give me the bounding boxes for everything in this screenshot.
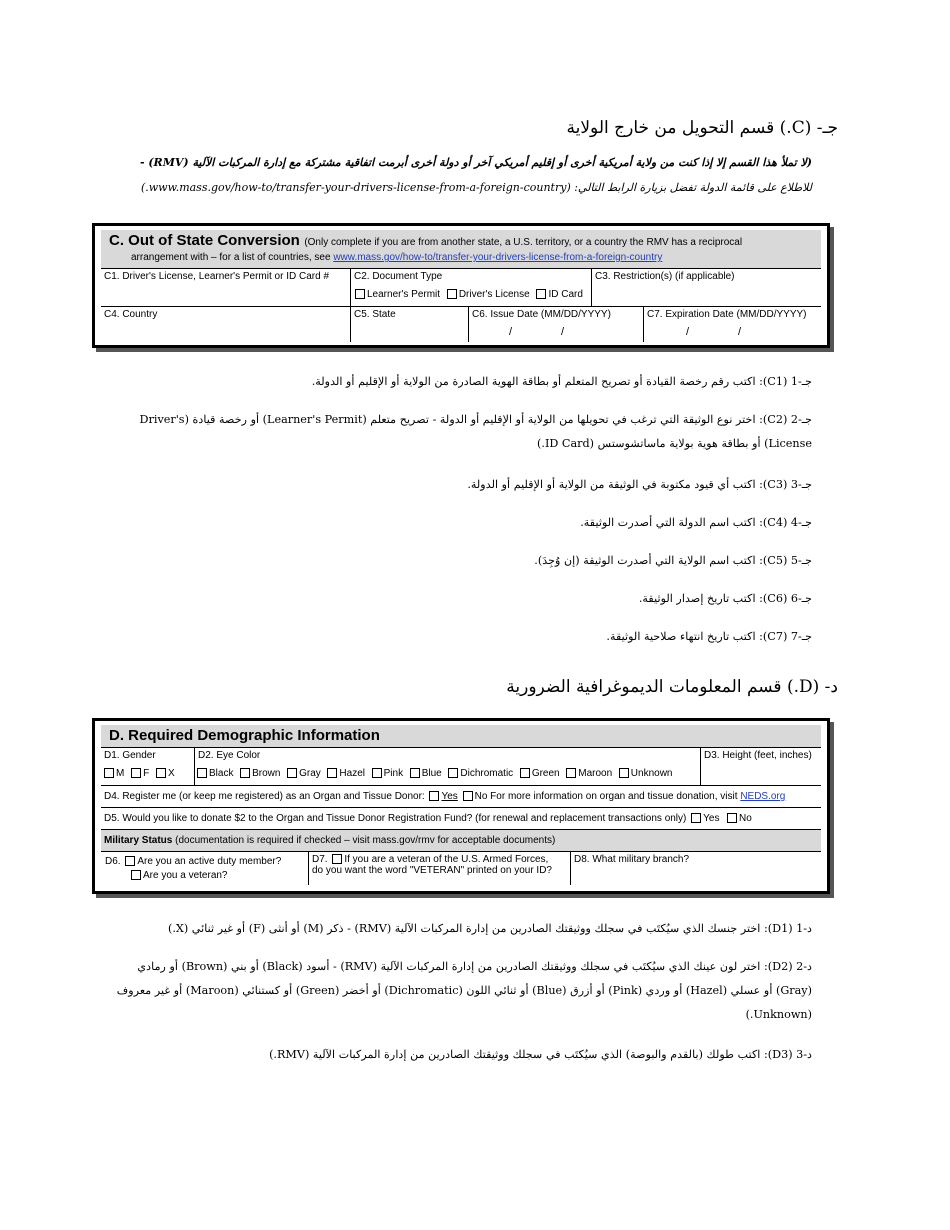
checkbox[interactable] [520, 768, 530, 778]
gender-x-option[interactable]: X [154, 768, 175, 779]
field-c1[interactable] [101, 268, 350, 306]
c3-label: C3. Restriction(s) (if applicable) [595, 271, 735, 282]
c5-label: C5. State [354, 309, 396, 320]
date-slash: / [561, 326, 565, 338]
c7-instruction: جـ-7 (C7): اكتب تاريخ انتهاء صلاحية الوثيقة. [606, 630, 812, 643]
checkbox[interactable] [372, 768, 382, 778]
date-slash: / [509, 326, 513, 338]
eye-green-option[interactable]: Green [518, 768, 560, 779]
gender-m-option[interactable]: M [102, 768, 124, 779]
d6-label: D6. [105, 856, 121, 867]
section-c-heading: جـ- (C.) قسم التحويل من خارج الولاية [566, 118, 838, 138]
form-c-subtitle-2: arrangement with – for a list of countries, see [131, 252, 331, 263]
field-d7 [308, 851, 570, 885]
d7-question-1: If you are a veteran of the U.S. Armed Forces, [344, 854, 549, 865]
checkbox[interactable] [448, 768, 458, 778]
d3-instruction: د-3 (D3): اكتب طولك (بالقدم والبوصة) الذي سيُكتَب في سجلك ووثيقتك الصادرين من إدارة المركبات الآلية (RMV.) [269, 1048, 812, 1061]
checkbox[interactable] [355, 289, 365, 299]
d2-label: D2. Eye Color [198, 750, 261, 761]
eye-unknown-option[interactable]: Unknown [617, 768, 673, 779]
d4-label: D4. Register me (or keep me registered) as an Organ and Tissue Donor: [104, 791, 425, 802]
field-d1 [101, 747, 194, 785]
eye-gray-option[interactable]: Gray [285, 768, 321, 779]
form-d-header [101, 725, 821, 747]
d5-no-checkbox[interactable] [727, 813, 737, 823]
military-status-label: Military Status [104, 835, 173, 846]
c1-instruction: جـ-1 (C1): اكتب رقم رخصة القيادة أو تصريح المتعلم أو بطاقة الهوية الصادرة من الولاية أو الإقليم أو الدولة. [311, 375, 812, 388]
checkbox[interactable] [197, 768, 207, 778]
d4-more-info: For more information on organ and tissue donation, visit [490, 791, 738, 802]
eye-blue-option[interactable]: Blue [408, 768, 442, 779]
c2-learners-permit-option[interactable]: Learner's Permit [353, 289, 440, 300]
active-duty-question: Are you an active duty member? [137, 856, 282, 867]
form-c-title: C. Out of State Conversion [109, 232, 300, 249]
c2-instruction: جـ-2 (C2): اختر نوع الوثيقة التي ترغب في تحويلها من الولاية أو الإقليم أو الدولة - تصريح متعلم (Learner's Permit) أو رخصة قيادة (Driver's License) أو بطاقة هوية بولاية ماساتشوستس (ID Card.) [139, 413, 812, 450]
field-d8[interactable] [570, 851, 821, 885]
active-duty-checkbox[interactable] [125, 856, 135, 866]
section-c-countries-note: للاطلاع على قائمة الدولة تفضل بزيارة الرابط التالي: (www.mass.gov/how-to/transfer-your-drivers-license-from-a-foreign-country.) [140, 181, 812, 194]
field-c7[interactable] [643, 306, 821, 342]
d5-yes-label: Yes [703, 813, 720, 824]
c4-instruction: جـ-4 (C4): اكتب اسم الدولة التي أصدرت الوثيقة. [580, 516, 812, 529]
checkbox[interactable] [287, 768, 297, 778]
field-c2 [350, 268, 591, 306]
c4-label: C4. Country [104, 309, 158, 320]
form-d [92, 718, 830, 894]
eye-pink-option[interactable]: Pink [370, 768, 403, 779]
field-d4 [101, 785, 786, 807]
d4-yes-label: Yes [441, 791, 458, 802]
c2-label: C2. Document Type [354, 271, 443, 282]
eye-maroon-option[interactable]: Maroon [564, 768, 612, 779]
section-c-note: (لا تملأ هذا القسم إلا إذا كنت من ولاية أمريكية أخرى أو إقليم أمريكي آخر أو دولة أخرى أبرمت اتفاقية مشتركة مع إدارة المركبات الآلية (RMV) - [139, 156, 812, 169]
field-c6[interactable] [468, 306, 643, 342]
military-status-header [101, 829, 821, 851]
form-d-title: D. Required Demographic Information [109, 727, 380, 744]
checkbox[interactable] [536, 289, 546, 299]
neds-link[interactable]: NEDS.org [740, 791, 786, 802]
checkbox[interactable] [447, 289, 457, 299]
d7-label: D7. [312, 854, 328, 865]
c6-label: C6. Issue Date (MM/DD/YYYY) [472, 309, 611, 320]
field-d3[interactable] [700, 747, 821, 785]
c1-label: C1. Driver's License, Learner's Permit or ID Card # [104, 271, 330, 282]
date-slash: / [686, 326, 690, 338]
field-d6 [101, 851, 308, 885]
eye-black-option[interactable]: Black [195, 768, 233, 779]
field-d2 [194, 747, 700, 785]
d5-no-label: No [739, 813, 752, 824]
checkbox[interactable] [104, 768, 114, 778]
form-c [92, 223, 830, 348]
d4-no-checkbox[interactable] [463, 791, 473, 801]
checkbox[interactable] [410, 768, 420, 778]
section-d-heading: د- (D.) قسم المعلومات الديموغرافية الضرورية [506, 677, 838, 697]
gender-f-option[interactable]: F [129, 768, 149, 779]
checkbox[interactable] [156, 768, 166, 778]
countries-link[interactable]: www.mass.gov/how-to/transfer-your-drivers-license-from-a-foreign-country [333, 252, 663, 263]
checkbox[interactable] [240, 768, 250, 778]
field-c4[interactable] [101, 306, 350, 342]
d1-instruction: د-1 (D1): اختر جنسك الذي سيُكتَب في سجلك ووثيقتك الصادرين من إدارة المركبات الآلية (RMV) - ذكر (M) أو أنثى (F) أو غير ثنائي (X.) [168, 922, 812, 935]
d3-label: D3. Height (feet, inches) [704, 750, 812, 761]
checkbox[interactable] [566, 768, 576, 778]
d2-instruction: د-2 (D2): اختر لون عينك الذي سيُكتَب في سجلك ووثيقتك الصادرين من إدارة المركبات الآلية (RMV) - أسود (Black) أو بني (Brown) أو رمادي (Gray) أو عسلي (Hazel) أو وردي (Pink) أو أزرق (Blue) أو ثنائي اللون (Dichromatic) أو أخضر (Green) أو كستنائي (Maroon) أو غير معروف (Unknown.) [116, 960, 812, 1021]
field-c3[interactable] [591, 268, 821, 306]
d5-yes-checkbox[interactable] [691, 813, 701, 823]
field-c5[interactable] [350, 306, 468, 342]
c2-id-card-option[interactable]: ID Card [534, 289, 582, 300]
divider [706, 785, 821, 786]
d1-label: D1. Gender [104, 750, 156, 761]
c5-instruction: جـ-5 (C5): اكتب اسم الولاية التي أصدرت الوثيقة (إن وُجِدَ). [534, 554, 812, 567]
c2-drivers-license-option[interactable]: Driver's License [445, 289, 530, 300]
field-d5 [101, 807, 821, 829]
veteran-checkbox[interactable] [131, 870, 141, 880]
d7-question-2: do you want the word "VETERAN" printed on your ID? [312, 865, 552, 876]
d4-yes-checkbox[interactable] [429, 791, 439, 801]
c3-instruction: جـ-3 (C3): اكتب أي قيود مكتوبة في الوثيقة من الولاية أو الإقليم أو الدولة. [467, 478, 812, 491]
date-slash: / [738, 326, 742, 338]
checkbox[interactable] [327, 768, 337, 778]
eye-dichromatic-option[interactable]: Dichromatic [446, 768, 513, 779]
form-c-header [101, 230, 821, 268]
d8-label: D8. What military branch? [574, 854, 690, 865]
eye-hazel-option[interactable]: Hazel [325, 768, 365, 779]
c6-instruction: جـ-6 (C6): اكتب تاريخ إصدار الوثيقة. [638, 592, 812, 605]
veteran-print-checkbox[interactable] [332, 854, 342, 864]
military-status-note: (documentation is required if checked – visit mass.gov/rmv for acceptable documents) [175, 835, 556, 846]
checkbox[interactable] [131, 768, 141, 778]
checkbox[interactable] [619, 768, 629, 778]
form-c-subtitle: (Only complete if you are from another state, a U.S. territory, or a country the RMV has a reciprocal [304, 237, 743, 248]
veteran-question: Are you a veteran? [143, 870, 228, 881]
eye-brown-option[interactable]: Brown [238, 768, 280, 779]
d5-label: D5. Would you like to donate $2 to the Organ and Tissue Donor Registration Fund? (for renewal and replacement transactions only) [104, 813, 687, 824]
d4-no-label: No [474, 791, 488, 802]
c7-label: C7. Expiration Date (MM/DD/YYYY) [647, 309, 807, 320]
